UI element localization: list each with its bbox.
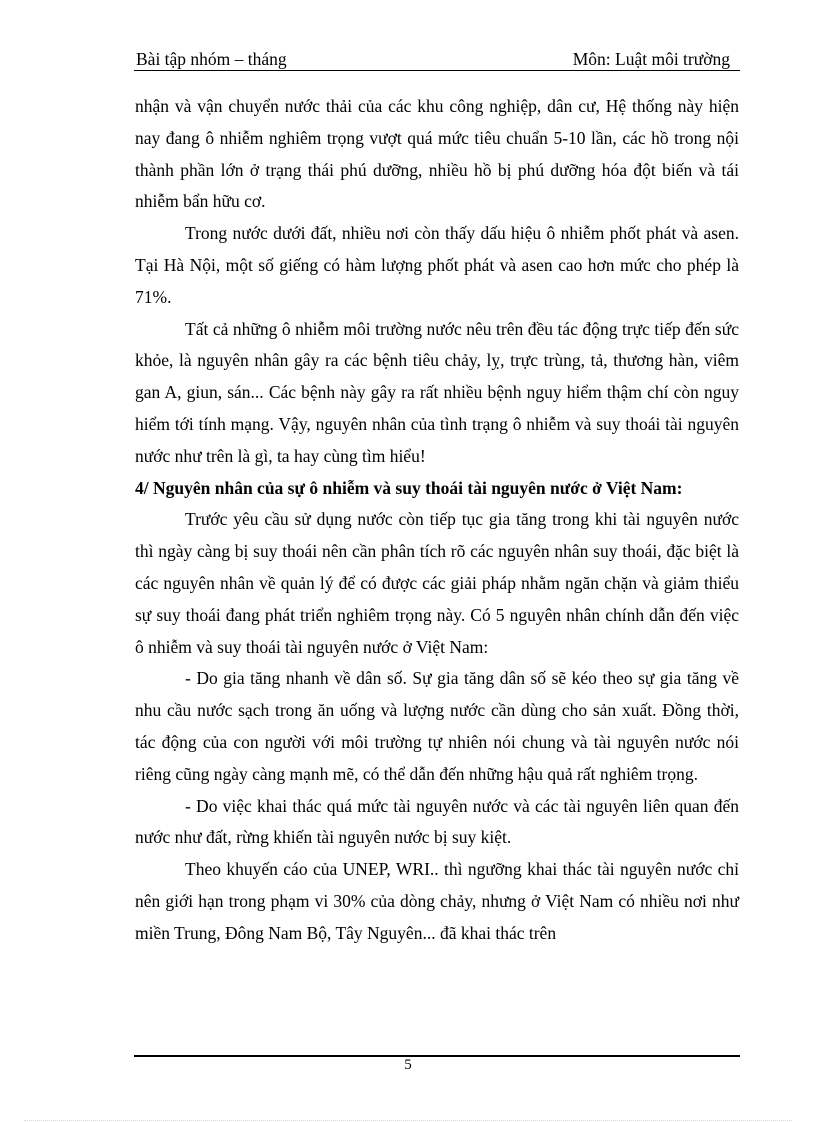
- header-left-text: Bài tập nhóm – tháng: [136, 49, 287, 69]
- paragraph-overexploitation-cause: - Do việc khai thác quá mức tài nguyên nước và các tài nguyên liên quan đến nước như đất, rừng khiến tài nguyên nước bị suy kiệt.: [135, 795, 739, 848]
- paragraph-causes-intro: Trước yêu cầu sử dụng nước còn tiếp tục gia tăng trong khi tài nguyên nước thì ngày càng bị suy thoái nên cần phân tích rõ các nguyên nhân suy thoái, đặc biệt là các nguyên nhân về quản lý để có được các giải pháp nhằm ngăn chặn và giảm thiểu sự suy thoái đang phát triển nghiêm trọng này. Có 5 nguyên nhân chính dẫn đến việc ô nhiễm và suy thoái tài nguyên nước ở Việt Nam:: [135, 509, 739, 657]
- paragraph-groundwater: Trong nước dưới đất, nhiều nơi còn thấy dấu hiệu ô nhiễm phốt phát và asen. Tại Hà Nội, một số giếng có hàm lượng phốt phát và asen cao hơn mức cho phép là 71%.: [135, 223, 739, 307]
- header-right-text: Môn: Luật môi trường: [572, 49, 730, 69]
- paragraph-continuation: nhận và vận chuyển nước thải của các khu công nghiệp, dân cư, Hệ thống này hiện nay đang ô nhiễm nghiêm trọng vượt quá mức tiêu chuẩn 5-10 lần, các hồ trong nội thành phần lớn ở trạng thái phú dưỡng, nhiều hồ bị phú dưỡng hóa đột biến và tái nhiễm bẩn hữu cơ.: [135, 96, 739, 212]
- paragraph-health-impact: Tất cả những ô nhiễm môi trường nước nêu trên đều tác động trực tiếp đến sức khỏe, là nguyên nhân gây ra các bệnh tiêu chảy, lỵ, trực trùng, tả, thương hàn, viêm gan A, giun, sán... Các bệnh này gây ra rất nhiều bệnh nguy hiểm thậm chí còn nguy hiểm tới tính mạng. Vậy, nguyên nhân của tình trạng ô nhiễm và suy thoái tài nguyên nước như trên là gì, ta hay cùng tìm hiểu!: [135, 318, 739, 466]
- section-heading: 4/ Nguyên nhân của sự ô nhiễm và suy thoái tài nguyên nước ở Việt Nam:: [135, 477, 683, 498]
- paragraph-population-cause: - Do gia tăng nhanh về dân số. Sự gia tăng dân số sẽ kéo theo sự gia tăng về nhu cầu nước sạch trong ăn uống và lượng nước cần dùng cho sản xuất. Đồng thời, tác động của con người với môi trường tự nhiên nói chung và tài nguyên nước nói riêng cũng ngày càng mạnh mẽ, có thể dẫn đến những hậu quả rất nghiêm trọng.: [135, 668, 739, 784]
- page-header: [134, 48, 740, 71]
- page-number: 5: [404, 1057, 412, 1073]
- page-bottom-border: [24, 1120, 792, 1121]
- document-body: [135, 91, 739, 950]
- paragraph-unep-recommendation: Theo khuyến cáo của UNEP, WRI.. thì ngưỡng khai thác tài nguyên nước chỉ nên giới hạn trong phạm vi 30% của dòng chảy, nhưng ở Việt Nam có nhiều nơi như miền Trung, Đông Nam Bộ, Tây Nguyên... đã khai thác trên: [135, 859, 739, 943]
